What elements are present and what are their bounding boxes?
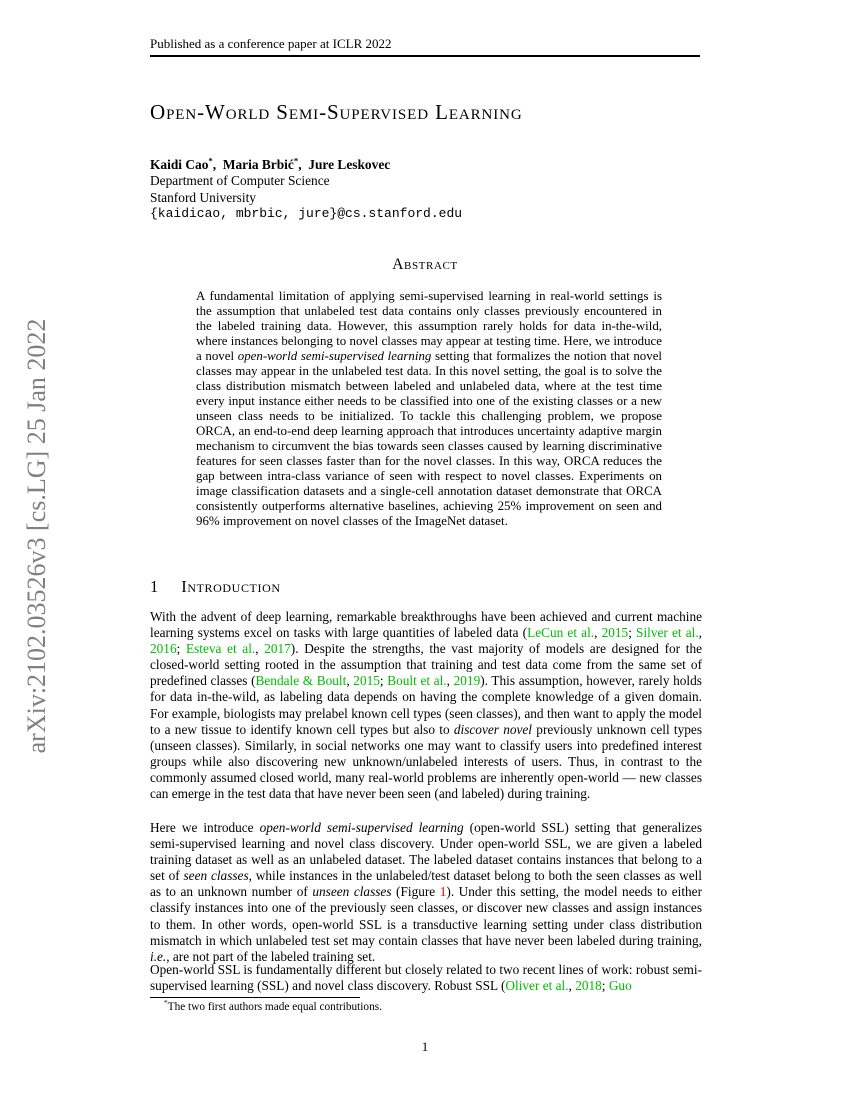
author-names <box>150 157 700 173</box>
section-heading-introduction <box>150 577 700 597</box>
text-segment: open-world semi-supervised learning <box>259 820 464 835</box>
text-segment: , <box>446 673 454 689</box>
intro-paragraph-2 <box>150 820 702 965</box>
text-segment: A fundamental limitation of applying semi-supervised learning in real-world settings is the assumption that unlabeled test data contains only classes previously encountered in the labeled training data. However, this assumption rarely holds for data in-the-wild, where instances belonging to novel classes may appear at testing time. Here, we introduce a novel <box>196 289 662 363</box>
text-segment: ; <box>628 625 637 641</box>
text-segment: open-world semi-supervised learning <box>237 349 432 363</box>
citation-link[interactable]: 2015 <box>601 625 629 641</box>
footnote-marker: * <box>164 998 168 1008</box>
footnote <box>150 998 700 1013</box>
intro-paragraph-3 <box>150 962 702 994</box>
author-emails: {kaidicao, mbrbic, jure}@cs.stanford.edu <box>150 205 463 221</box>
citation-link[interactable]: 2016 <box>150 641 177 657</box>
citation-link[interactable]: Guo <box>608 978 632 994</box>
section-title: Introduction <box>181 577 281 596</box>
text-segment: , <box>255 641 265 657</box>
citation-link[interactable]: Bendale & Boult <box>255 673 347 689</box>
text-segment: previously unknown cell types (unseen classes). Similarly, in social networks one may want to classify users into predefined interest groups while also discovering new unknown/unlabeled interests of users. Thus, in contrast to the commonly assumed closed world, many real-world problems are inherently open-world — new classes can emerge in the test data that have never been seen (and labeled) during training. <box>150 721 702 802</box>
section-number: 1 <box>150 577 159 596</box>
citation-link[interactable]: 2018 <box>575 978 602 994</box>
abstract-heading: Abstract <box>392 256 458 273</box>
text-segment: unseen classes <box>312 884 392 900</box>
citation-link[interactable]: Esteva et al. <box>185 641 256 657</box>
text-segment: setting that formalizes the notion that novel classes may appear in the unlabeled test data. In this novel setting, the goal is to solve the class distribution mismatch between labeled and unlabeled data, where at the test time every input instance either needs to be classified into one of the existing classes or a new unseen class needs to be initialized. To tackle this challenging problem, we propose ORCA, an end-to-end deep learning approach that introduces uncertainty adaptive margin mechanism to circumvent the bias towards seen classes caused by learning discriminative features for seen classes faster than for the novel classes. In this way, ORCA reduces the gap between intra-class variance of seen with respect to novel classes. Experiments on image classification datasets and a single-cell annotation dataset demonstrate that ORCA consistently outperforms alternative baselines, achieving 25% improvement on seen and 96% improvement on novel classes of the ImageNet dataset. <box>196 349 662 528</box>
text-segment: Here we introduce <box>150 820 260 835</box>
text-segment: ; <box>601 978 609 994</box>
intro-paragraph-1 <box>150 609 702 802</box>
author-university: Stanford University <box>150 189 256 205</box>
header-rule <box>150 55 700 57</box>
text-segment: seen classes <box>183 868 249 884</box>
text-segment: Kaidi Cao <box>150 157 209 172</box>
text-segment: , <box>698 625 702 641</box>
citation-link[interactable]: LeCun et al. <box>527 625 595 641</box>
citation-link[interactable]: Silver et al. <box>636 625 699 641</box>
figure-reference-link[interactable]: 1 <box>439 884 447 900</box>
text-segment: ). Under this setting, the model needs to either classify instances into one of the previously seen classes, or discover new classes and assign instances to them. In other words, open-world SSL is a transductive learning setting under class distribution mismatch in which unlabeled test set may contain classes that have never been labeled during training, <box>150 884 703 948</box>
text-segment: i.e. <box>150 948 167 964</box>
author-block <box>150 157 700 222</box>
citation-link[interactable]: 2019 <box>453 673 481 689</box>
text-segment: ; <box>176 641 186 657</box>
text-segment: ). This assumption, however, rarely holds for data in-the-wild, as labeling data depends on having the complete knowledge of a given domain. For example, biologists may prelabel known cell types (seen classes), and then want to apply the model to a new tissue to identify known cell types but also to <box>150 673 702 737</box>
text-segment: (open-world SSL) setting that generalizes semi-supervised learning and novel class discovery. Under open-world SSL, we are given a labeled training dataset as well as an unlabeled dataset. The labeled dataset contains instances that belong to a set of <box>150 820 702 884</box>
text-segment: With the advent of deep learning, remarkable breakthroughs have been achieved and current machine learning systems excel on tasks with large quantities of labeled data ( <box>150 609 702 641</box>
text-segment: ; <box>379 673 388 689</box>
paper-title: Open-World Semi-Supervised Learning <box>150 100 523 124</box>
running-header: Published as a conference paper at ICLR 2022 <box>150 36 392 51</box>
text-segment: , are not part of the labeled training set. <box>166 948 376 964</box>
footnote-rule <box>150 997 360 998</box>
citation-link[interactable]: Boult et al. <box>387 673 447 689</box>
text-segment: , <box>594 625 602 641</box>
text-segment: discover novel <box>453 721 533 737</box>
abstract-body <box>196 289 662 529</box>
text-segment: , <box>346 673 354 689</box>
footnote-text: The two first authors made equal contributions. <box>167 1001 382 1013</box>
citation-link[interactable]: Oliver et al. <box>505 978 569 994</box>
text-segment: * <box>293 155 299 166</box>
text-segment: , Jure Leskovec <box>298 157 391 172</box>
text-segment: * <box>208 155 213 166</box>
author-department: Department of Computer Science <box>150 173 330 189</box>
text-segment: Open-world SSL is fundamentally different but closely related to two recent lines of work: robust semi-supervised learning (SSL) and novel class discovery. Robust SSL ( <box>150 962 702 994</box>
text-segment: (Figure <box>391 884 440 900</box>
citation-link[interactable]: 2015 <box>353 673 380 689</box>
text-segment: ). Despite the strengths, the vast majority of models are designed for the closed-world setting rooted in the assumption that training and test data come from the same set of predefined classes ( <box>150 641 703 689</box>
page-number: 1 <box>421 1039 429 1054</box>
arxiv-watermark: arXiv:2102.03526v3 [cs.LG] 25 Jan 2022 <box>22 318 51 754</box>
text-segment: , while instances in the unlabeled/test dataset belong to both the seen classes as well as to an unknown number of <box>150 868 703 900</box>
text-segment: , Maria Brbić <box>212 157 294 172</box>
citation-link[interactable]: 2017 <box>264 641 291 657</box>
text-segment: , <box>568 978 576 994</box>
